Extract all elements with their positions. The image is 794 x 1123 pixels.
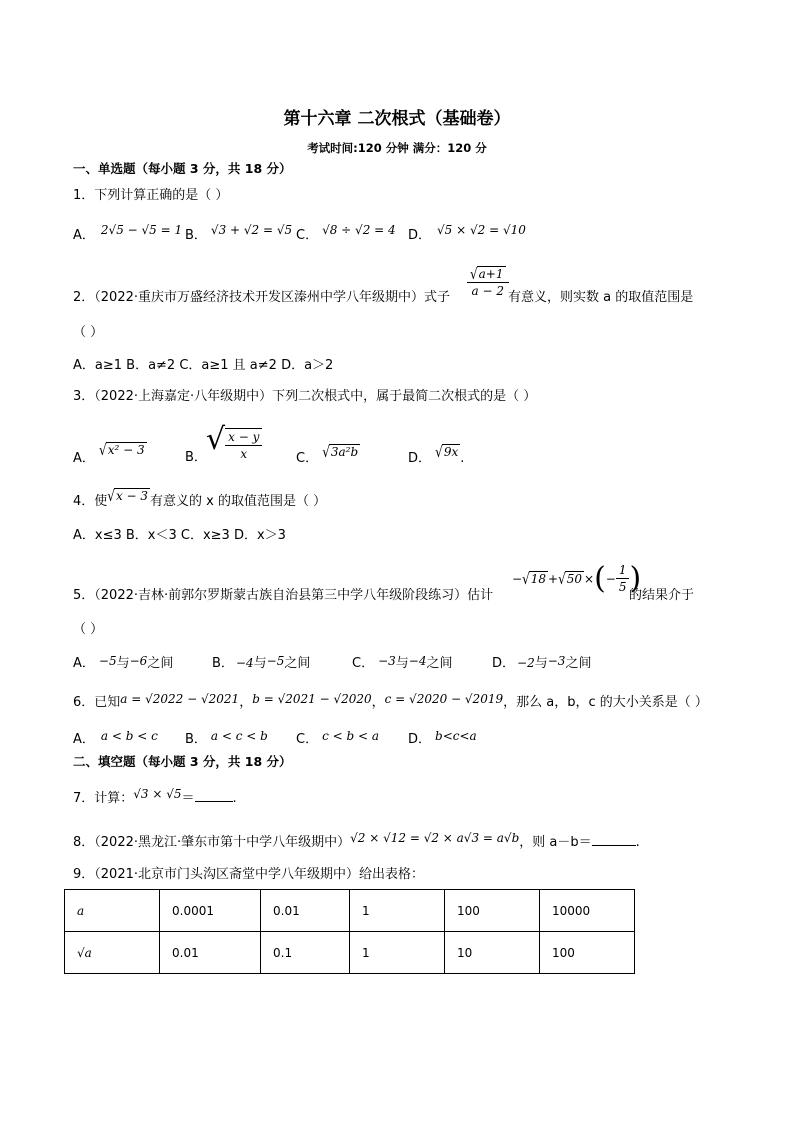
expr-minus: −: [512, 571, 523, 586]
question-6-stem: 6．已知a = √2022 − √2021，b = √2021 − √2020，c = √2020 − √2019，那么 a，b，c 的大小关系是（ ）: [73, 692, 708, 710]
option-label: A．: [73, 732, 95, 747]
question-6-post: ，那么 a，b，c 的大小关系是（ ）: [503, 695, 708, 710]
question-5-option-d: D． −2与−3之间: [492, 654, 592, 671]
question-8-expression: √2 × √12 = √2 × a√3 = a√b: [350, 831, 520, 845]
table-cell: 10000: [540, 890, 635, 932]
question-9-stem: 9．（2021·北京市门头沟区斋堂中学八年级期中）给出表格：: [73, 867, 424, 882]
question-2-fraction: $\frac{√a+1}{a - 2}$: [467, 266, 509, 299]
question-2-stem: [73, 289, 450, 307]
option-label: A．: [73, 656, 95, 671]
option-label: A．: [73, 228, 95, 243]
section-heading-single-choice: 一、单选题（每小题 3 分，共 18 分）: [73, 161, 292, 176]
option-label: D．: [492, 656, 516, 671]
option-expression: √5 × √2 = √10: [437, 223, 526, 237]
expr-radicand-18: 18: [530, 572, 546, 586]
question-6-c-expression: c = √2020 − √2019: [384, 692, 504, 706]
option-label: B．: [212, 656, 234, 671]
option-expression: a < c < b: [210, 729, 268, 743]
question-3-option-b: [185, 449, 207, 467]
option-label: C．: [296, 228, 319, 243]
table-cell: 0.01: [160, 932, 261, 974]
question-2-text-pre: 2．（2022·重庆市万盛经济技术开发区溱州中学八年级期中）式子: [73, 290, 450, 305]
option-label: A．: [73, 451, 95, 466]
question-4-stem: 4．使√x − 3 有意义的 x 的取值范围是（ ）: [73, 487, 327, 509]
question-2-paren: （ ）: [73, 325, 104, 340]
question-7-expression: √3 × √5: [133, 787, 182, 801]
question-7-post: ＝: [181, 791, 195, 806]
question-6-pre: 6．已知: [73, 695, 121, 710]
option-label: B．: [185, 732, 207, 747]
question-4-expression: x − 3: [115, 489, 149, 503]
question-4-pre: 4．使: [73, 494, 108, 509]
question-2-options: A．a≥1 B．a≠2 C．a≥1 且 a≠2 D．a＞2: [73, 358, 334, 373]
question-6-option-d: [408, 730, 477, 749]
question-3-option-d: D． √9x .: [408, 443, 465, 466]
table-row: [65, 890, 635, 932]
answer-blank: [592, 833, 636, 846]
fraction-denominator: x: [240, 447, 248, 461]
question-5-stem-post: 的结果介于: [629, 588, 695, 603]
option-label: D．: [408, 451, 432, 466]
question-7-stem: 7．计算：√3 × √5＝ .: [73, 787, 237, 806]
question-8-stem: 8．（2022·黑龙江·肇东市第十中学八年级期中）√2 × √12 = √2 × a√3 = a√b，则 a－b＝ .: [73, 831, 640, 850]
table-cell: 0.1: [261, 932, 350, 974]
table-cell: 0.01: [261, 890, 350, 932]
question-3-stem: 3．（2022·上海嘉定·八年级期中）下列二次根式中，属于最简二次根式的是（ ）: [73, 389, 537, 404]
question-9-table: [64, 889, 635, 974]
table-cell: 10: [445, 932, 540, 974]
fraction-numerator: 1: [616, 562, 630, 579]
option-label: B．: [185, 450, 207, 465]
question-5-stem: 5．（2022·吉林·前郭尔罗斯蒙古族自治县第三中学八年级阶段练习）估计: [73, 588, 494, 603]
expr-radicand-50: 50: [566, 572, 582, 586]
option-label: D．: [408, 228, 432, 243]
page-subtitle: 考试时间:120 分钟 满分：120 分: [307, 141, 487, 155]
option-expression: 9x: [443, 445, 459, 459]
question-8-pre: 8．（2022·黑龙江·肇东市第十中学八年级期中）: [73, 835, 351, 850]
table-cell: 0.0001: [160, 890, 261, 932]
option-expression: c < b < a: [322, 729, 380, 743]
question-6-option-a: [73, 730, 158, 749]
option-expression: 3a²b: [330, 445, 359, 459]
question-8-post: ，则 a－b＝: [519, 835, 592, 850]
table-cell: 1: [350, 932, 445, 974]
question-6-option-c: [296, 730, 379, 749]
question-1-stem: 1．下列计算正确的是（ ）: [73, 188, 229, 203]
question-6-b-expression: b = √2021 − √2020: [252, 692, 372, 706]
table-cell: 1: [350, 890, 445, 932]
fraction-denominator: a − 2: [471, 284, 504, 298]
table-cell: √a: [65, 932, 160, 974]
option-expression: a < b < c: [100, 729, 158, 743]
table-cell: 100: [445, 890, 540, 932]
option-label: D．: [408, 732, 432, 747]
page-title: 第十六章 二次根式（基础卷）: [283, 109, 511, 129]
fraction-numerator: x − y: [225, 429, 262, 446]
question-2-stem-post: 有意义，则实数 a 的取值范围是: [508, 290, 694, 305]
option-label: C．: [352, 656, 375, 671]
option-label: C．: [296, 732, 319, 747]
option-expression: x² − 3: [107, 443, 145, 457]
question-5-expression: − √ 18 + √ 50 × ( − $\frac{1}{5}$ ): [512, 560, 642, 596]
question-5-paren: （ ）: [73, 622, 104, 637]
table-cell: 100: [540, 932, 635, 974]
fraction-numerator: a+1: [478, 267, 504, 281]
option-label: C．: [296, 451, 319, 466]
question-1-option-a: [73, 223, 183, 245]
option-expression: √8 ÷ √2 = 4: [322, 223, 396, 237]
answer-blank: [195, 789, 233, 802]
option-expression: 2√5 − √5 = 1: [100, 223, 183, 237]
option-tail: .: [460, 451, 465, 466]
question-3-option-c: C． √3a²b: [296, 443, 359, 466]
option-label: B．: [185, 228, 207, 243]
question-5-option-a: A． −5与−6之间: [73, 654, 174, 671]
question-1-option-b: [185, 223, 293, 245]
question-4-post: 有意义的 x 的取值范围是（ ）: [150, 494, 327, 509]
question-3-option-b-expr: √ $\frac{x - y}{x}$: [206, 424, 262, 462]
expr-plus: +: [548, 571, 559, 586]
option-expression: b<c<a: [435, 729, 477, 743]
question-6-a-expression: a = √2022 − √2021: [120, 692, 240, 706]
question-4-options: A．x≤3 B．x＜3 C．x≥3 D．x＞3: [73, 528, 286, 543]
question-1-option-c: [296, 223, 396, 245]
question-5-option-b: B． −4与−5之间: [212, 654, 311, 671]
question-6-option-b: [185, 730, 268, 749]
option-expression: √3 + √2 = √5: [210, 223, 293, 237]
table-row: [65, 932, 635, 974]
question-3-option-a: A． √x² − 3: [73, 441, 145, 466]
question-7-pre: 7．计算：: [73, 791, 134, 806]
fraction-denominator: 5: [618, 580, 627, 594]
question-5-option-c: C． −3与−4之间: [352, 654, 453, 671]
section-heading-fill-blank: 二、填空题（每小题 3 分，共 18 分）: [73, 754, 292, 769]
table-cell: a: [65, 890, 160, 932]
question-1-option-d: [408, 223, 526, 245]
expr-times: ×: [584, 571, 595, 586]
